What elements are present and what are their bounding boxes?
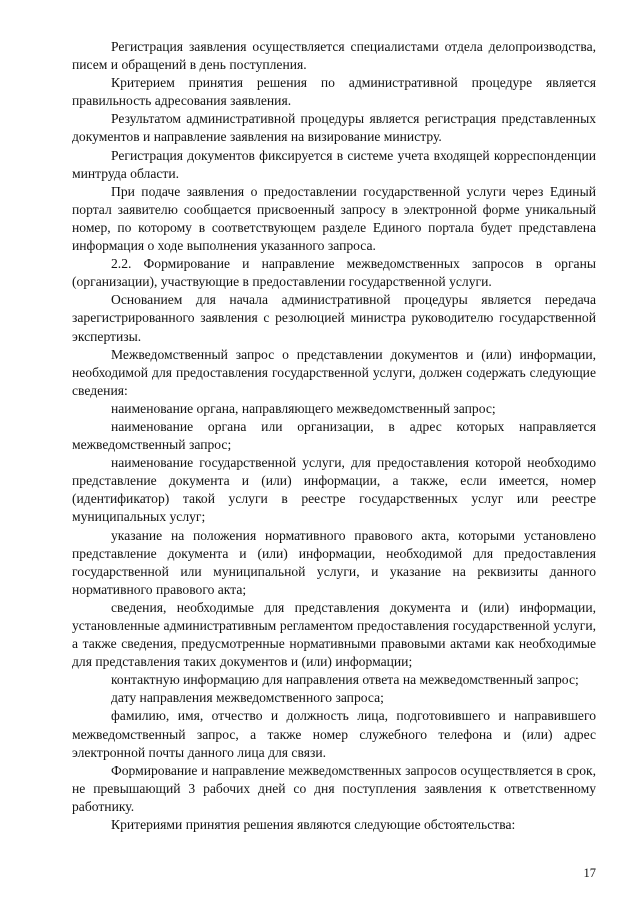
list-item-addressee: наименование органа или организации, в адрес которых направляется межведомственный запрос;: [72, 418, 596, 453]
paragraph-result: Результатом административной процедуры является регистрация представленных документов и направление заявления на визирование министру.: [72, 111, 596, 145]
paragraph-unified-portal: При подаче заявления о предоставлении государственной услуги через Единый портал заявителю сообщается присвоенный запросу в электронной форме уникальный номер, по которому в соответствующем разделе Единого портала будет представлена информация о ходе выполнения указанного запроса.: [72, 183, 596, 254]
paragraph-registration: Регистрация заявления осуществляется специалистами отдела делопроизводства, писем и обращений в день поступления.: [72, 39, 596, 73]
document-body: [72, 38, 596, 834]
list-item-legal-act: указание на положения нормативного правового акта, которыми установлено представление документа и (или) информации, необходимой для предоставления государственной или муниципальной услуги, и указание на реквизиты данного нормативного правового акта;: [72, 527, 596, 597]
paragraph-decision-criteria: Критериями принятия решения являются следующие обстоятельства:: [111, 817, 516, 833]
section-heading-2-2: 2.2. Формирование и направление межведомственных запросов в органы (организации), участвующие в предоставлении государственной услуги.: [72, 256, 596, 290]
list-item-responsible-person: фамилию, имя, отчество и должность лица, подготовившего и направившего межведомственный запрос, а также номер служебного телефона и (или) адрес электронной почты данного лица для связи.: [72, 708, 596, 760]
paragraph-basis: Основанием для начала административной процедуры является передача зарегистрированного заявления с резолюцией министра руководителю государственной экспертизы.: [72, 292, 596, 344]
page-number: 17: [583, 866, 596, 880]
paragraph-registration-system: Регистрация документов фиксируется в системе учета входящей корреспонденции минтруда области.: [72, 147, 596, 181]
list-item-required-info: сведения, необходимые для представления документа и (или) информации, установленные административным регламентом предоставления государственной услуги, а также сведения, предусмотренные нормативными правовыми актами как необходимые для представления таких документов и (или) информации;: [72, 599, 596, 670]
paragraph-deadline: Формирование и направление межведомственных запросов осуществляется в срок, не превышающий 3 рабочих дней со дня поступления заявления к ответственному работнику.: [72, 762, 596, 814]
list-item-service-name: наименование государственной услуги, для предоставления которой необходимо представление документа и (или) информации, а также, если имеется, номер (идентификатор) такой услуги в реестре государственных услуг или реестре муниципальных услуг;: [72, 455, 596, 525]
list-item-contact-info: контактную информацию для направления ответа на межведомственный запрос;: [111, 672, 579, 688]
list-item-request-date: дату направления межведомственного запроса;: [111, 690, 384, 706]
paragraph-criterion-addressing: Критерием принятия решения по административной процедуре является правильность адресования заявления.: [72, 75, 596, 109]
list-item-requesting-body: наименование органа, направляющего межведомственный запрос;: [111, 400, 496, 416]
paragraph-request-contents: Межведомственный запрос о представлении документов и (или) информации, необходимой для предоставления государственной услуги, должен содержать следующие сведения:: [72, 346, 596, 398]
